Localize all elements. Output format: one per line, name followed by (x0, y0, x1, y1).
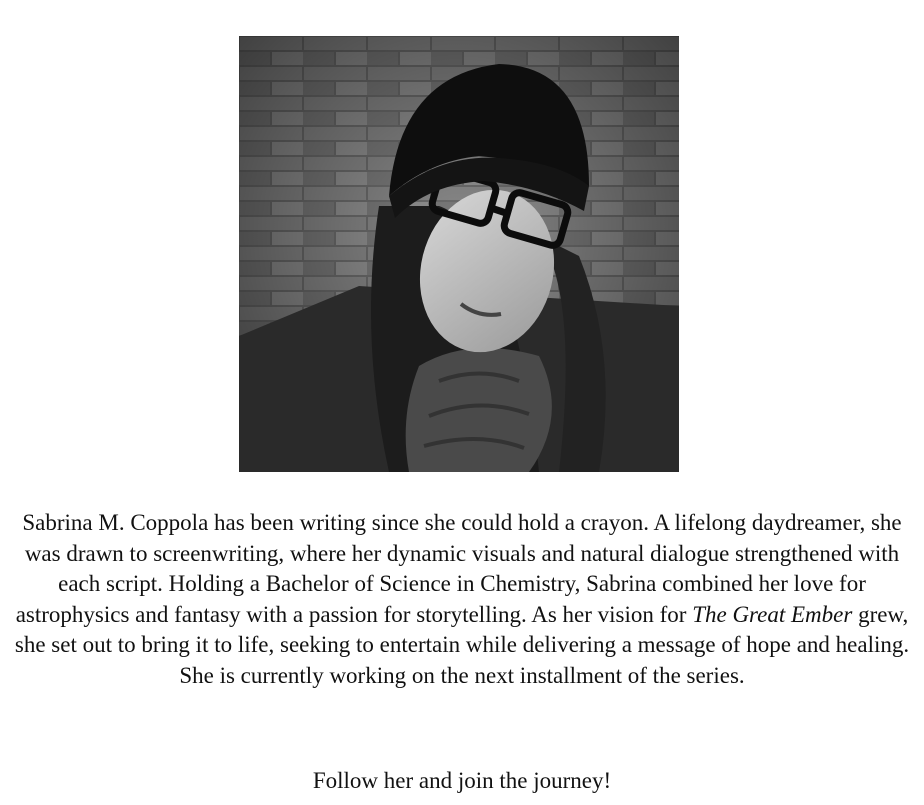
author-photo (239, 36, 679, 472)
bio-text-part1: Sabrina M. Coppola has been writing since she could hold a crayon. A lifelong daydreamer, she was drawn to screenwriting, where her dynamic visuals and natural dialogue strengthened with each script. Holding a Bachelor of Science in Chemistry, Sabrina combined her love for astrophysics and fantasy with a passion for storytelling. As her vision for (15, 510, 902, 627)
follow-text: Follow her and join the journey! (312, 768, 612, 793)
bio-text-part2: grew, she set out to bring it to life, seeking to entertain while delivering a message of hope and healing. She is currently working on the next installment of the series. (14, 601, 910, 688)
author-bio (8, 508, 916, 691)
book-title: The Great Ember (692, 601, 853, 627)
